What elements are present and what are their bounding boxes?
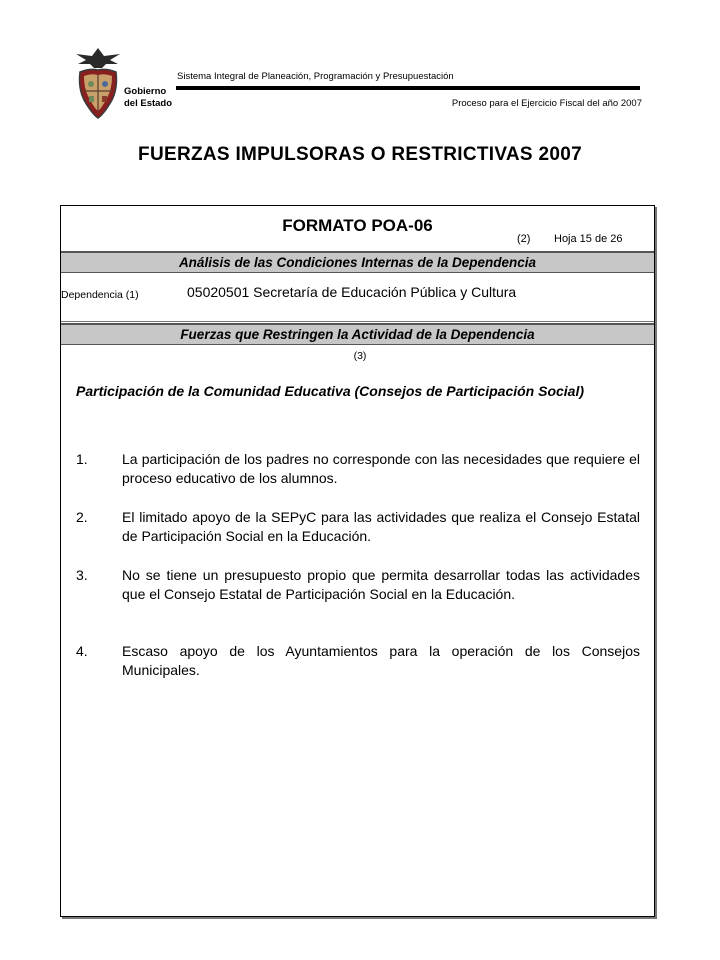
sheet-number: Hoja 15 de 26 bbox=[554, 233, 623, 245]
list-item-number: 4. bbox=[76, 643, 88, 659]
page-title: FUERZAS IMPULSORAS O RESTRICTIVAS 2007 bbox=[138, 144, 582, 165]
header-rule bbox=[176, 86, 640, 90]
system-title: Sistema Integral de Planeación, Programación y Presupuestación bbox=[177, 71, 454, 82]
sheet-code: (2) bbox=[517, 233, 531, 245]
dependency-label: Dependencia (1) bbox=[61, 289, 139, 301]
list-item-number: 3. bbox=[76, 567, 88, 583]
restricting-forces-band: Fuerzas que Restringen la Actividad de la Dependencia bbox=[61, 323, 654, 345]
list-item-number: 2. bbox=[76, 509, 88, 525]
analysis-band: Análisis de las Condiciones Internas de la Dependencia bbox=[61, 251, 654, 273]
form-frame bbox=[60, 205, 655, 917]
format-title: FORMATO POA-06 bbox=[282, 216, 433, 235]
process-label: Proceso para el Ejercicio Fiscal del año 2007 bbox=[451, 98, 642, 109]
list-item-text: El limitado apoyo de la SEPyC para las actividades que realiza el Consejo Estatal de Participación Social en la Educación. bbox=[122, 509, 640, 544]
dependency-divider bbox=[61, 321, 654, 322]
gov-label-line2: del Estado bbox=[124, 98, 173, 109]
list-item bbox=[76, 642, 640, 680]
list-item bbox=[76, 508, 640, 546]
government-label bbox=[124, 86, 172, 110]
gov-label-line1: Gobierno bbox=[124, 86, 167, 97]
list-item bbox=[76, 566, 640, 604]
dependency-value: 05020501 Secretaría de Educación Pública y Cultura bbox=[187, 284, 517, 300]
state-coat-of-arms-icon bbox=[72, 44, 124, 122]
list-item-text: No se tiene un presupuesto propio que permita desarrollar todas las actividades que el Consejo Estatal de Participación Social en la Educación. bbox=[122, 567, 640, 602]
list-item-text: La participación de los padres no corresponde con las necesidades que requiere el proceso educativo de los alumnos. bbox=[122, 451, 640, 486]
section-code: (3) bbox=[353, 350, 367, 362]
list-item-number: 1. bbox=[76, 451, 88, 467]
section-heading: Participación de la Comunidad Educativa (Consejos de Participación Social) bbox=[76, 383, 585, 399]
list-item-text: Escaso apoyo de los Ayuntamientos para la operación de los Consejos Municipales. bbox=[122, 643, 640, 678]
list-item bbox=[76, 450, 640, 488]
